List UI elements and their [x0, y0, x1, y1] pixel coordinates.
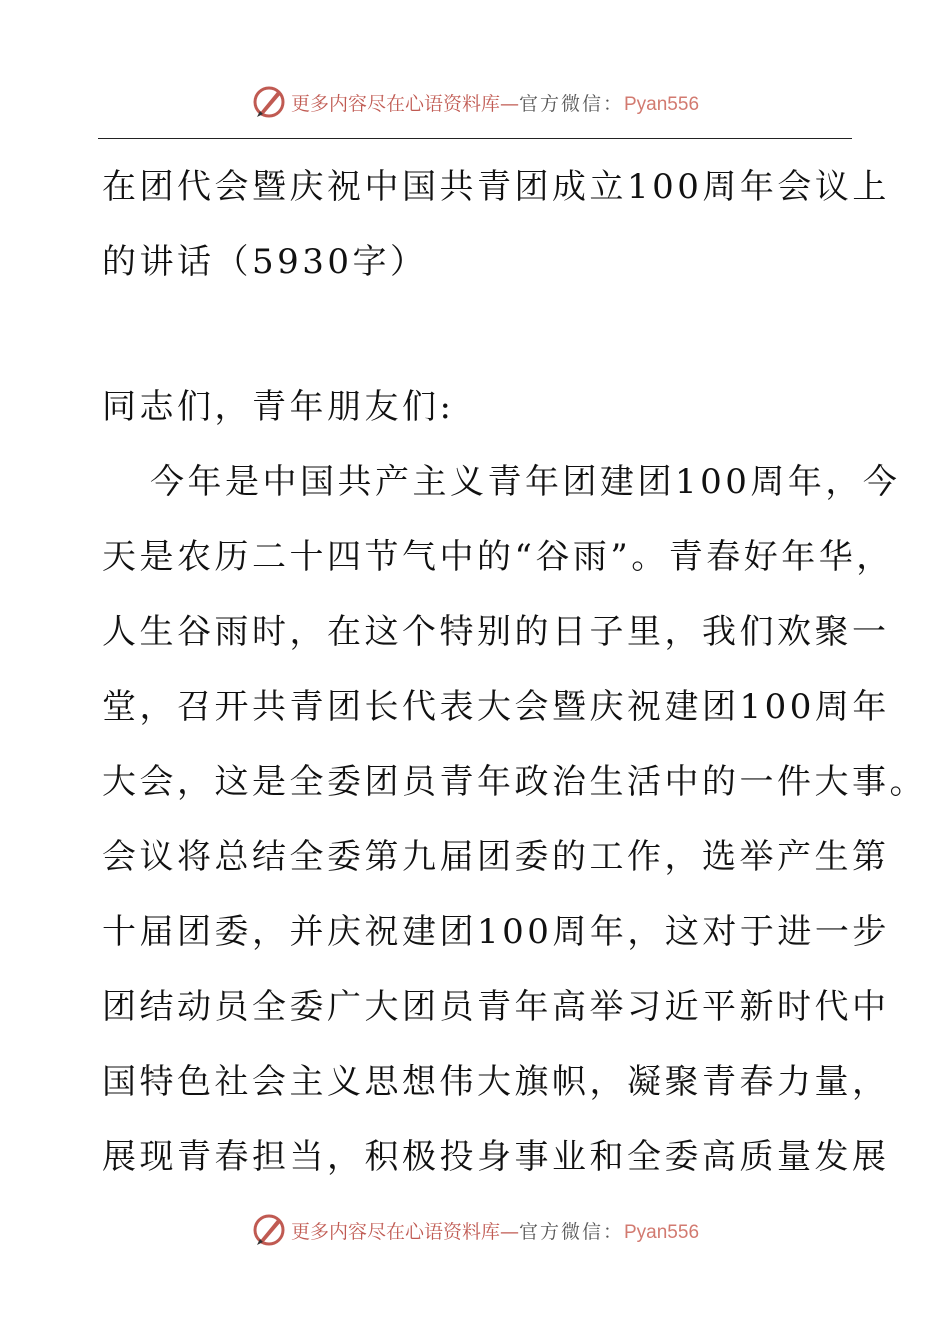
watermark-text: 更多内容尽在心语资料库—官方微信：Pyan556: [290, 92, 700, 115]
paragraph-line-2: 天是农历二十四节气中的“谷雨”。青春好年华，: [102, 537, 894, 577]
header-divider: [98, 138, 852, 139]
paragraph-line-4: 堂，召开共青团长代表大会暨庆祝建团100周年: [102, 687, 890, 727]
quill-pen-icon: [251, 1212, 287, 1248]
paragraph-line-8: 团结动员全委广大团员青年高举习近平新时代中: [102, 987, 890, 1027]
document-body: [102, 150, 927, 1195]
paragraph-line-9: 国特色社会主义思想伟大旗帜，凝聚青春力量，: [102, 1062, 890, 1102]
watermark-text: 更多内容尽在心语资料库—官方微信：Pyan556: [290, 1220, 700, 1243]
paragraph-line-7: 十届团委，并庆祝建团100周年，这对于进一步: [102, 912, 890, 952]
footer-watermark: [0, 1210, 950, 1250]
salutation: 同志们，青年朋友们:: [102, 387, 455, 427]
header-watermark: [0, 82, 950, 122]
paragraph-line-3: 人生谷雨时，在这个特别的日子里，我们欢聚一: [102, 612, 890, 652]
paragraph-line-1: 今年是中国共产主义青年团建团100周年，今: [150, 462, 901, 502]
paragraph-line-6: 会议将总结全委第九届团委的工作，选举产生第: [102, 837, 890, 877]
paragraph-line-10: 展现青春担当，积极投身事业和全委高质量发展: [102, 1137, 890, 1177]
blank-line: [102, 300, 862, 370]
paragraph-line-5: 大会，这是全委团员青年政治生活中的一件大事。: [102, 762, 927, 802]
document-title-line-2: 的讲话（5930字）: [102, 242, 428, 282]
document-title-line-1: 在团代会暨庆祝中国共青团成立100周年会议上: [102, 167, 890, 207]
quill-pen-icon: [251, 84, 287, 120]
